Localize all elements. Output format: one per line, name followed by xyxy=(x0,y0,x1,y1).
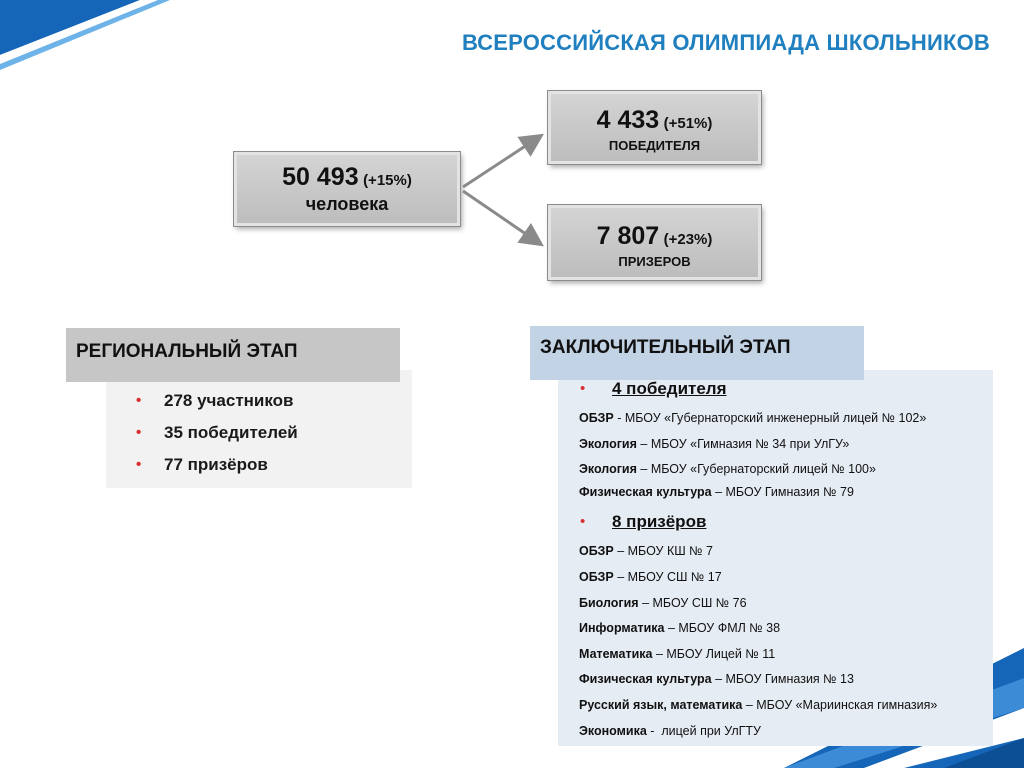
regional-stage-panel xyxy=(106,370,412,488)
total-participants-box xyxy=(234,152,460,226)
winners-box xyxy=(548,91,761,164)
final-stage-heading: ЗАКЛЮЧИТЕЛЬНЫЙ ЭТАП xyxy=(530,326,864,380)
regional-stage-heading: РЕГИОНАЛЬНЫЙ ЭТАП xyxy=(66,328,400,382)
list-item: ОБЗР - МБОУ «Губернаторский инженерный лицей № 102» xyxy=(579,411,927,425)
winners-change: (+51%) xyxy=(663,115,713,132)
total-number: 50 493 xyxy=(282,163,359,191)
list-item: Экономика - лицей при УлГТУ xyxy=(579,724,761,738)
total-change: (+15%) xyxy=(363,172,412,189)
final-stage-panel xyxy=(558,370,993,746)
list-item: Биология – МБОУ СШ № 76 xyxy=(579,596,747,610)
prizewinners-label: ПРИЗЕРОВ xyxy=(618,254,691,269)
prizewinners-box xyxy=(548,205,761,280)
bullet-icon: • xyxy=(580,513,586,530)
winners-label: ПОБЕДИТЕЛЯ xyxy=(608,138,701,153)
list-item: ОБЗР – МБОУ СШ № 17 xyxy=(579,570,722,584)
list-item: Математика – МБОУ Лицей № 11 xyxy=(579,647,776,661)
bullet-icon: • xyxy=(580,380,586,397)
total-label: человека xyxy=(305,194,389,214)
list-item: ОБЗР – МБОУ КШ № 7 xyxy=(579,544,714,558)
prizewinners-change: (+23%) xyxy=(663,231,713,248)
list-item: Экология – МБОУ «Гимназия № 34 при УлГУ» xyxy=(579,437,850,451)
corner-stripes-decoration xyxy=(0,0,170,70)
list-item: • 77 призёров xyxy=(136,455,268,474)
list-item: Экология – МБОУ «Губернаторский лицей № 100» xyxy=(579,462,876,476)
list-item: Физическая культура – МБОУ Гимназия № 79 xyxy=(579,485,854,499)
prizewinners-number: 7 807 xyxy=(596,222,660,250)
list-item: • 278 участников xyxy=(136,391,294,410)
list-item: Физическая культура – МБОУ Гимназия № 13 xyxy=(579,672,854,686)
winners-number: 4 433 xyxy=(596,106,660,134)
list-item: Информатика – МБОУ ФМЛ № 38 xyxy=(579,621,781,635)
list-item: Русский язык, математика – МБОУ «Мариинская гимназия» xyxy=(579,698,938,712)
final-winners-heading: 4 победителя xyxy=(612,379,727,398)
final-prizewinners-heading: 8 призёров xyxy=(612,512,707,531)
branch-arrows xyxy=(455,125,555,255)
page-title: ВСЕРОССИЙСКАЯ ОЛИМПИАДА ШКОЛЬНИКОВ xyxy=(461,30,990,55)
list-item: • 35 победителей xyxy=(136,423,298,442)
